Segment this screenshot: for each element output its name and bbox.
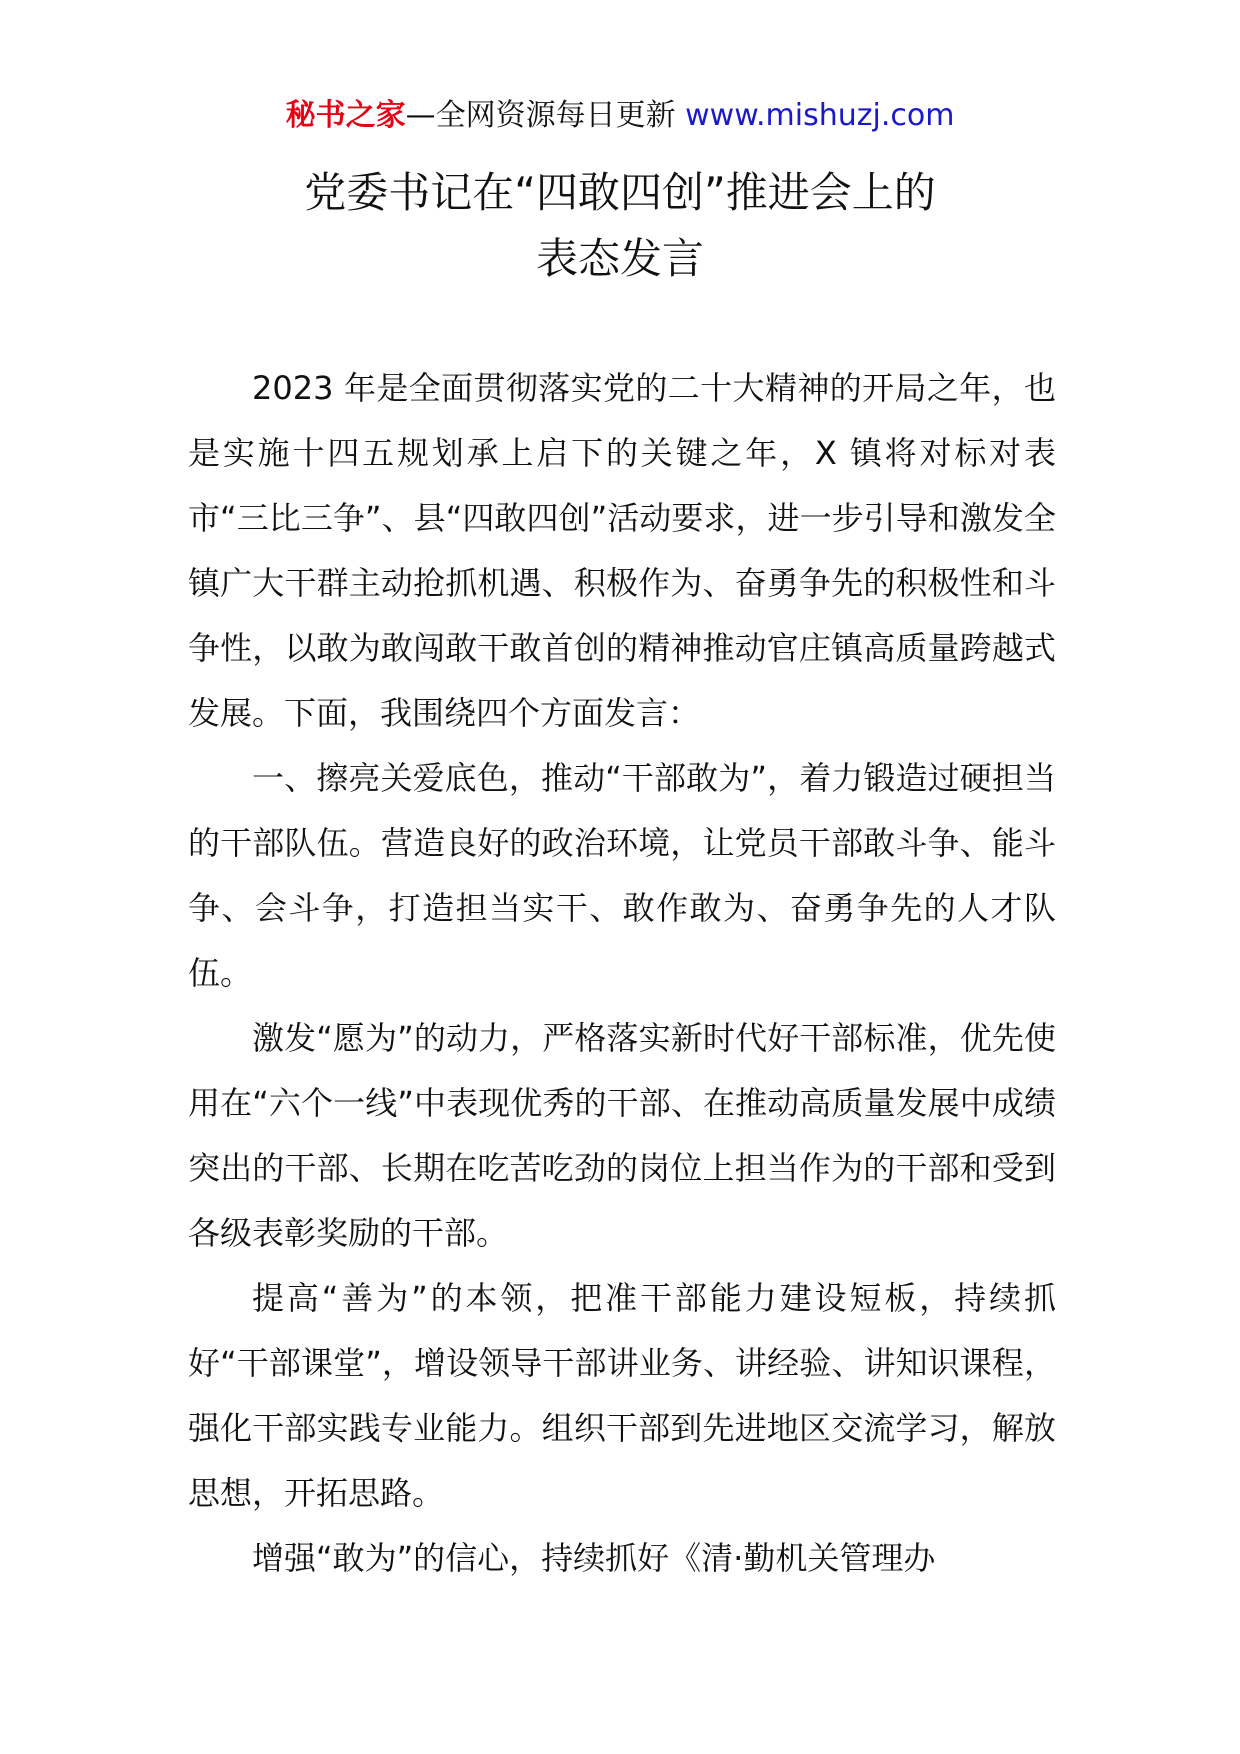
- title-line-1: 党委书记在“四敢四创”推进会上的: [304, 168, 936, 217]
- header-tagline: —全网资源每日更新: [405, 98, 686, 133]
- site-url-link[interactable]: www.mishuzj.com: [685, 98, 955, 133]
- section-heading-1: 一、擦亮关爱底色，推动“干部敢为”，着力锻造过硬担当的干部队伍。营造良好的政治环境，让党员干部敢斗争、能斗争、会斗争，打造担当实干、敢作敢为、奋勇争先的人才队伍。: [188, 759, 1056, 992]
- paragraph-confidence: 增强“敢为”的信心，持续抓好《清·勤机关管理办: [252, 1539, 936, 1577]
- document-title: [0, 160, 1240, 292]
- document-body: [188, 356, 1056, 1591]
- paragraph-ability: 提高“善为”的本领，把准干部能力建设短板，持续抓好“干部课堂”，增设领导干部讲业务、讲经验、讲知识课程，强化干部实践专业能力。组织干部到先进地区交流学习，解放思想，开拓思路。: [188, 1279, 1056, 1512]
- site-header: [0, 96, 1240, 136]
- brand-name: 秘书之家: [285, 98, 406, 133]
- paragraph-intro: 2023 年是全面贯彻落实党的二十大精神的开局之年，也是实施十四五规划承上启下的关键之年，X 镇将对标对表市“三比三争”、县“四敢四创”活动要求，进一步引导和激发全镇广大干群主动抢抓机遇、积极作为、奋勇争先的积极性和斗争性，以敢为敢闯敢干敢首创的精神推动官庄镇高质量跨越式发展。下面，我围绕四个方面发言：: [188, 369, 1056, 732]
- paragraph-willingness: 激发“愿为”的动力，严格落实新时代好干部标准，优先使用在“六个一线”中表现优秀的干部、在推动高质量发展中成绩突出的干部、长期在吃苦吃劲的岗位上担当作为的干部和受到各级表彰奖励的干部。: [188, 1019, 1056, 1252]
- title-line-2: 表态发言: [535, 234, 704, 283]
